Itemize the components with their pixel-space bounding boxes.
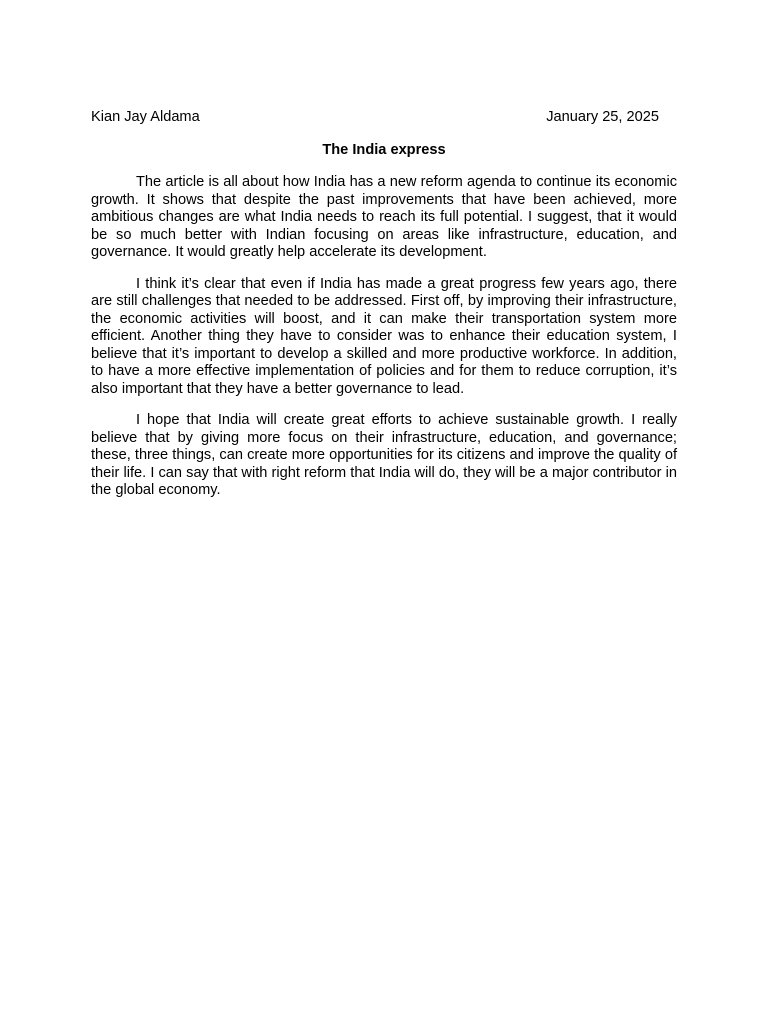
document-date: January 25, 2025	[546, 109, 659, 125]
author-name: Kian Jay Aldama	[91, 109, 200, 125]
paragraph-3: I hope that India will create great efforts to achieve sustainable growth. I really believe that by giving more focus on their infrastructure, education, and governance; these, three things, can create more opportunities for its citizens and improve the quality of their life. I can say that with right reform that India will do, they will be a major contributor in the global economy.	[91, 412, 677, 498]
paragraph-2: I think it’s clear that even if India has made a great progress few years ago, there are still challenges that needed to be addressed. First off, by improving their infrastructure, the economic activities will boost, and it can make their transportation system more efficient. Another thing they have to consider was to enhance their education system, I believe that it’s important to develop a skilled and more productive workforce. In addition, to have a more effective implementation of policies and for them to reduce corruption, it’s also important that they have a better governance to lead.	[91, 275, 677, 397]
document-title: The India express	[322, 142, 446, 158]
document-body	[91, 109, 677, 500]
document-header	[91, 109, 677, 127]
paragraph-1: The article is all about how India has a new reform agenda to continue its economic growth. It shows that despite the past improvements that have been achieved, more ambitious changes are what India needs to reach its full potential. I suggest, that it would be so much better with Indian focusing on areas like infrastructure, education, and governance. It would greatly help accelerate its development.	[91, 174, 677, 260]
